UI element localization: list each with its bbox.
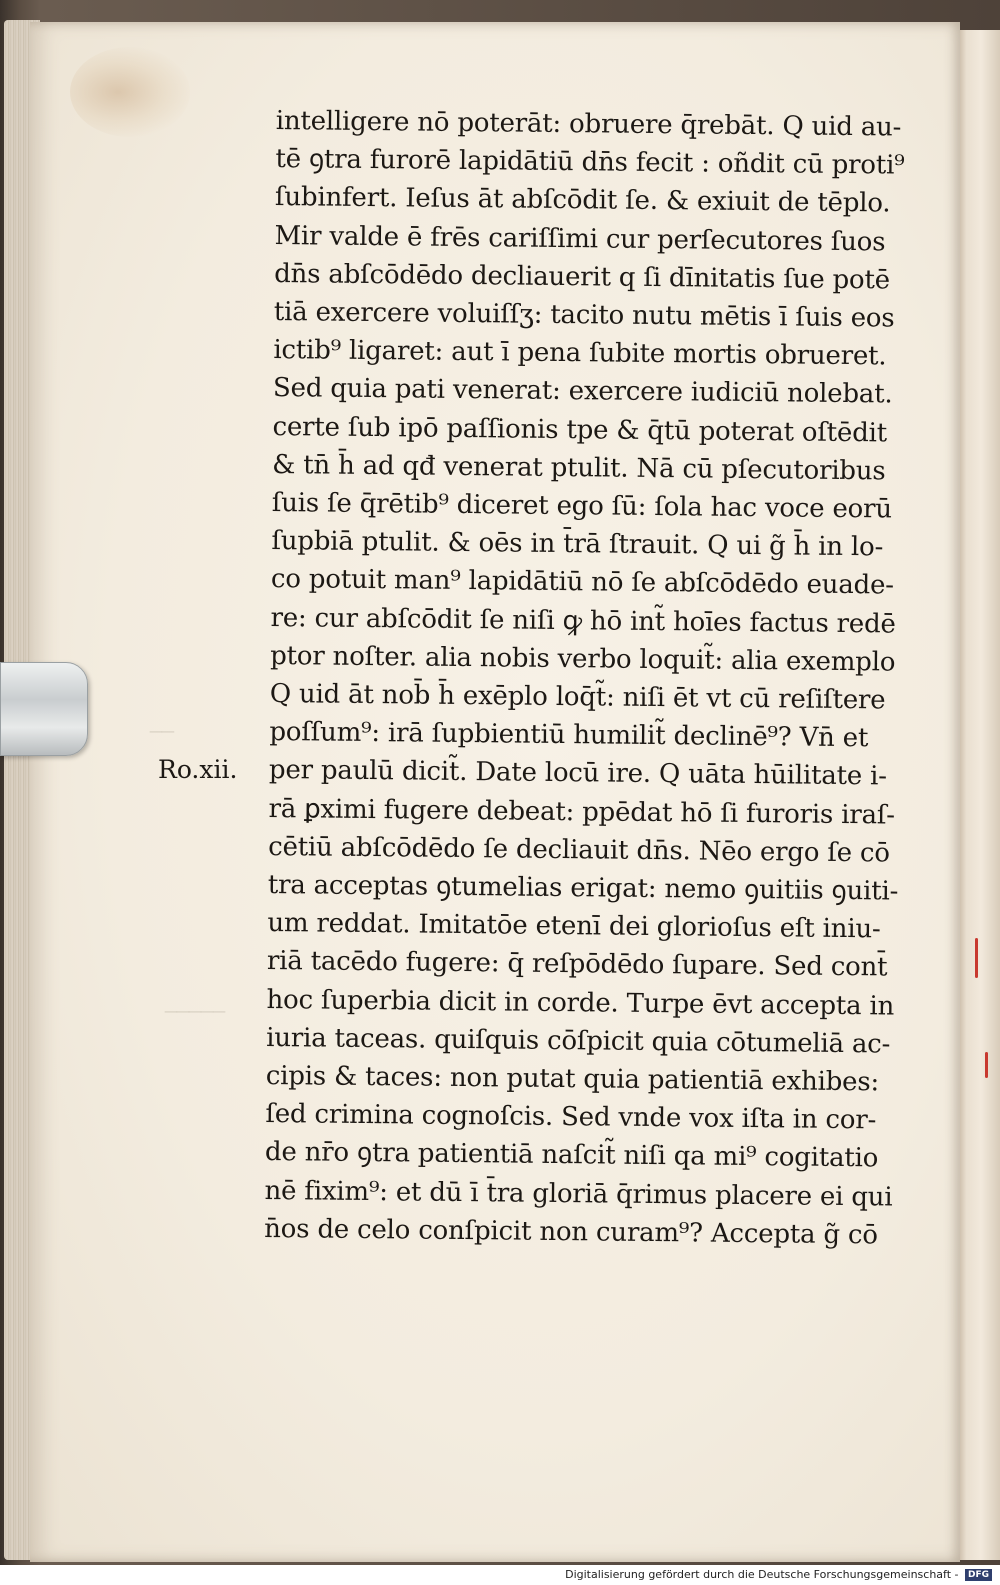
text-line: certe ſub ipō paſſionis tpe & q̄tū poterat oſtēdit	[272, 411, 888, 449]
text-line: & tn̄ h̄ ad qđ venerat ptulit. Nā cū pſecutoribus	[272, 449, 886, 487]
text-column	[264, 102, 946, 1255]
text-line: re: cur abſcōdit ſe niſi ꝙ hō int̃ hoīes factus redē	[270, 602, 896, 640]
dfg-logo: DFG	[965, 1569, 992, 1581]
text-line: tē ꝯtra furorē lapidātiū dn̄s fecit : oñdit cū proti⁹	[275, 144, 905, 181]
text-line: Sed quia pati venerat: exercere iudiciū nolebat.	[272, 373, 893, 410]
text-line: tiā exercere voluiſſʒ: tacito nutu mētis ī ſuis eos	[273, 297, 895, 334]
page-edge-right	[958, 30, 1000, 1560]
foxing-stain	[70, 47, 190, 137]
rubric-mark	[985, 1052, 988, 1078]
text-line: tra acceptas ꝯtumelias erigat: nemo ꝯuitiis ꝯuiti-	[267, 870, 899, 907]
show-through-text: ──	[150, 720, 175, 744]
text-line: cētiū abſcōdēdo ſe decliauit dn̄s. Nēo ergo ſe cō	[268, 831, 890, 869]
text-line: de nr̄o ꝯtra patientiā naſcit̃ niſi qa mi⁹ cogitatio	[264, 1137, 879, 1174]
credit-text: Digitalisierung gefördert durch die Deutsche Forschungsgemeinschaft -	[565, 1568, 959, 1581]
clasp-icon	[0, 662, 88, 756]
text-line: Q uid āt nob̄ h̄ exēplo loq̄t̃: niſi ēt vt cū reſiſtere	[269, 679, 886, 716]
text-line: um reddat. Imitatōe etenī dei glorioſus eſt iniu-	[267, 908, 881, 945]
text-line: per paulū dicit̃. Date locū ire. Q uāta hūilitate i-	[268, 755, 887, 792]
text-line: ſupbiā ptulit. & oēs in t̄rā ſtrauit. Q ui g̃ h̄ in lo-	[271, 526, 884, 563]
text-line: ſed crimina cognoſcis. Sed vnde vox iſta in cor-	[265, 1099, 877, 1136]
text-line: ptor noſter. alia nobis verbo loquit̃: alia exemplo	[270, 640, 896, 678]
text-line: iuria taceas. quiſquis cōſpicit quia cōtumeliā ac-	[266, 1022, 891, 1060]
text-line: ictib⁹ ligaret: aut ī pena ſubite mortis obrueret.	[273, 335, 887, 372]
text-line: ſuis ſe q̄rētib⁹ diceret ego ſū: ſola hac voce eorū	[271, 488, 893, 525]
text-line: poſſum⁹: irā ſupbientiū humilit̃ declinē⁹? Vn̄ et	[269, 717, 869, 754]
text-line: ſubinfert. Ieſus āt abſcōdit ſe. & exiuit de tēplo.	[274, 182, 891, 219]
text-line: riā tacēdo fugere: q̄ reſpōdēdo ſupare. Sed cont̄	[266, 946, 888, 983]
text-line: n̄os de celo conſpicit non curam⁹? Accepta g̃ cō	[264, 1213, 878, 1251]
marginal-note: Ro.xii.	[158, 755, 238, 784]
text-line: hoc ſuperbia dicit in corde. Turpe ēvt accepta in	[266, 984, 895, 1022]
show-through-text: ─────	[165, 1000, 226, 1024]
text-line: Mir valde ē frēs cariſſimi cur perſecutores ſuos	[274, 220, 886, 257]
text-line: dn̄s abſcōdēdo decliauerit q ſi dīnitatis ſue potē	[274, 258, 891, 296]
rubric-mark	[975, 938, 978, 978]
text-line: rā ꝑximi fugere debeat: ppēdat hō ſi furoris iraſ-	[268, 793, 896, 831]
text-line: intelligere nō poterāt: obruere q̄rebāt. Q uid au-	[275, 105, 902, 143]
digitization-credit	[565, 1568, 992, 1581]
text-line: cipis & taces: non putat quia patientiā exhibes:	[265, 1061, 880, 1098]
text-line: nē fixim⁹: et dū ī t̄ra gloriā q̄rimus placere ei qui	[264, 1175, 893, 1213]
text-line: co potuit man⁹ lapidātiū nō ſe abſcōdēdo euade-	[270, 564, 894, 601]
